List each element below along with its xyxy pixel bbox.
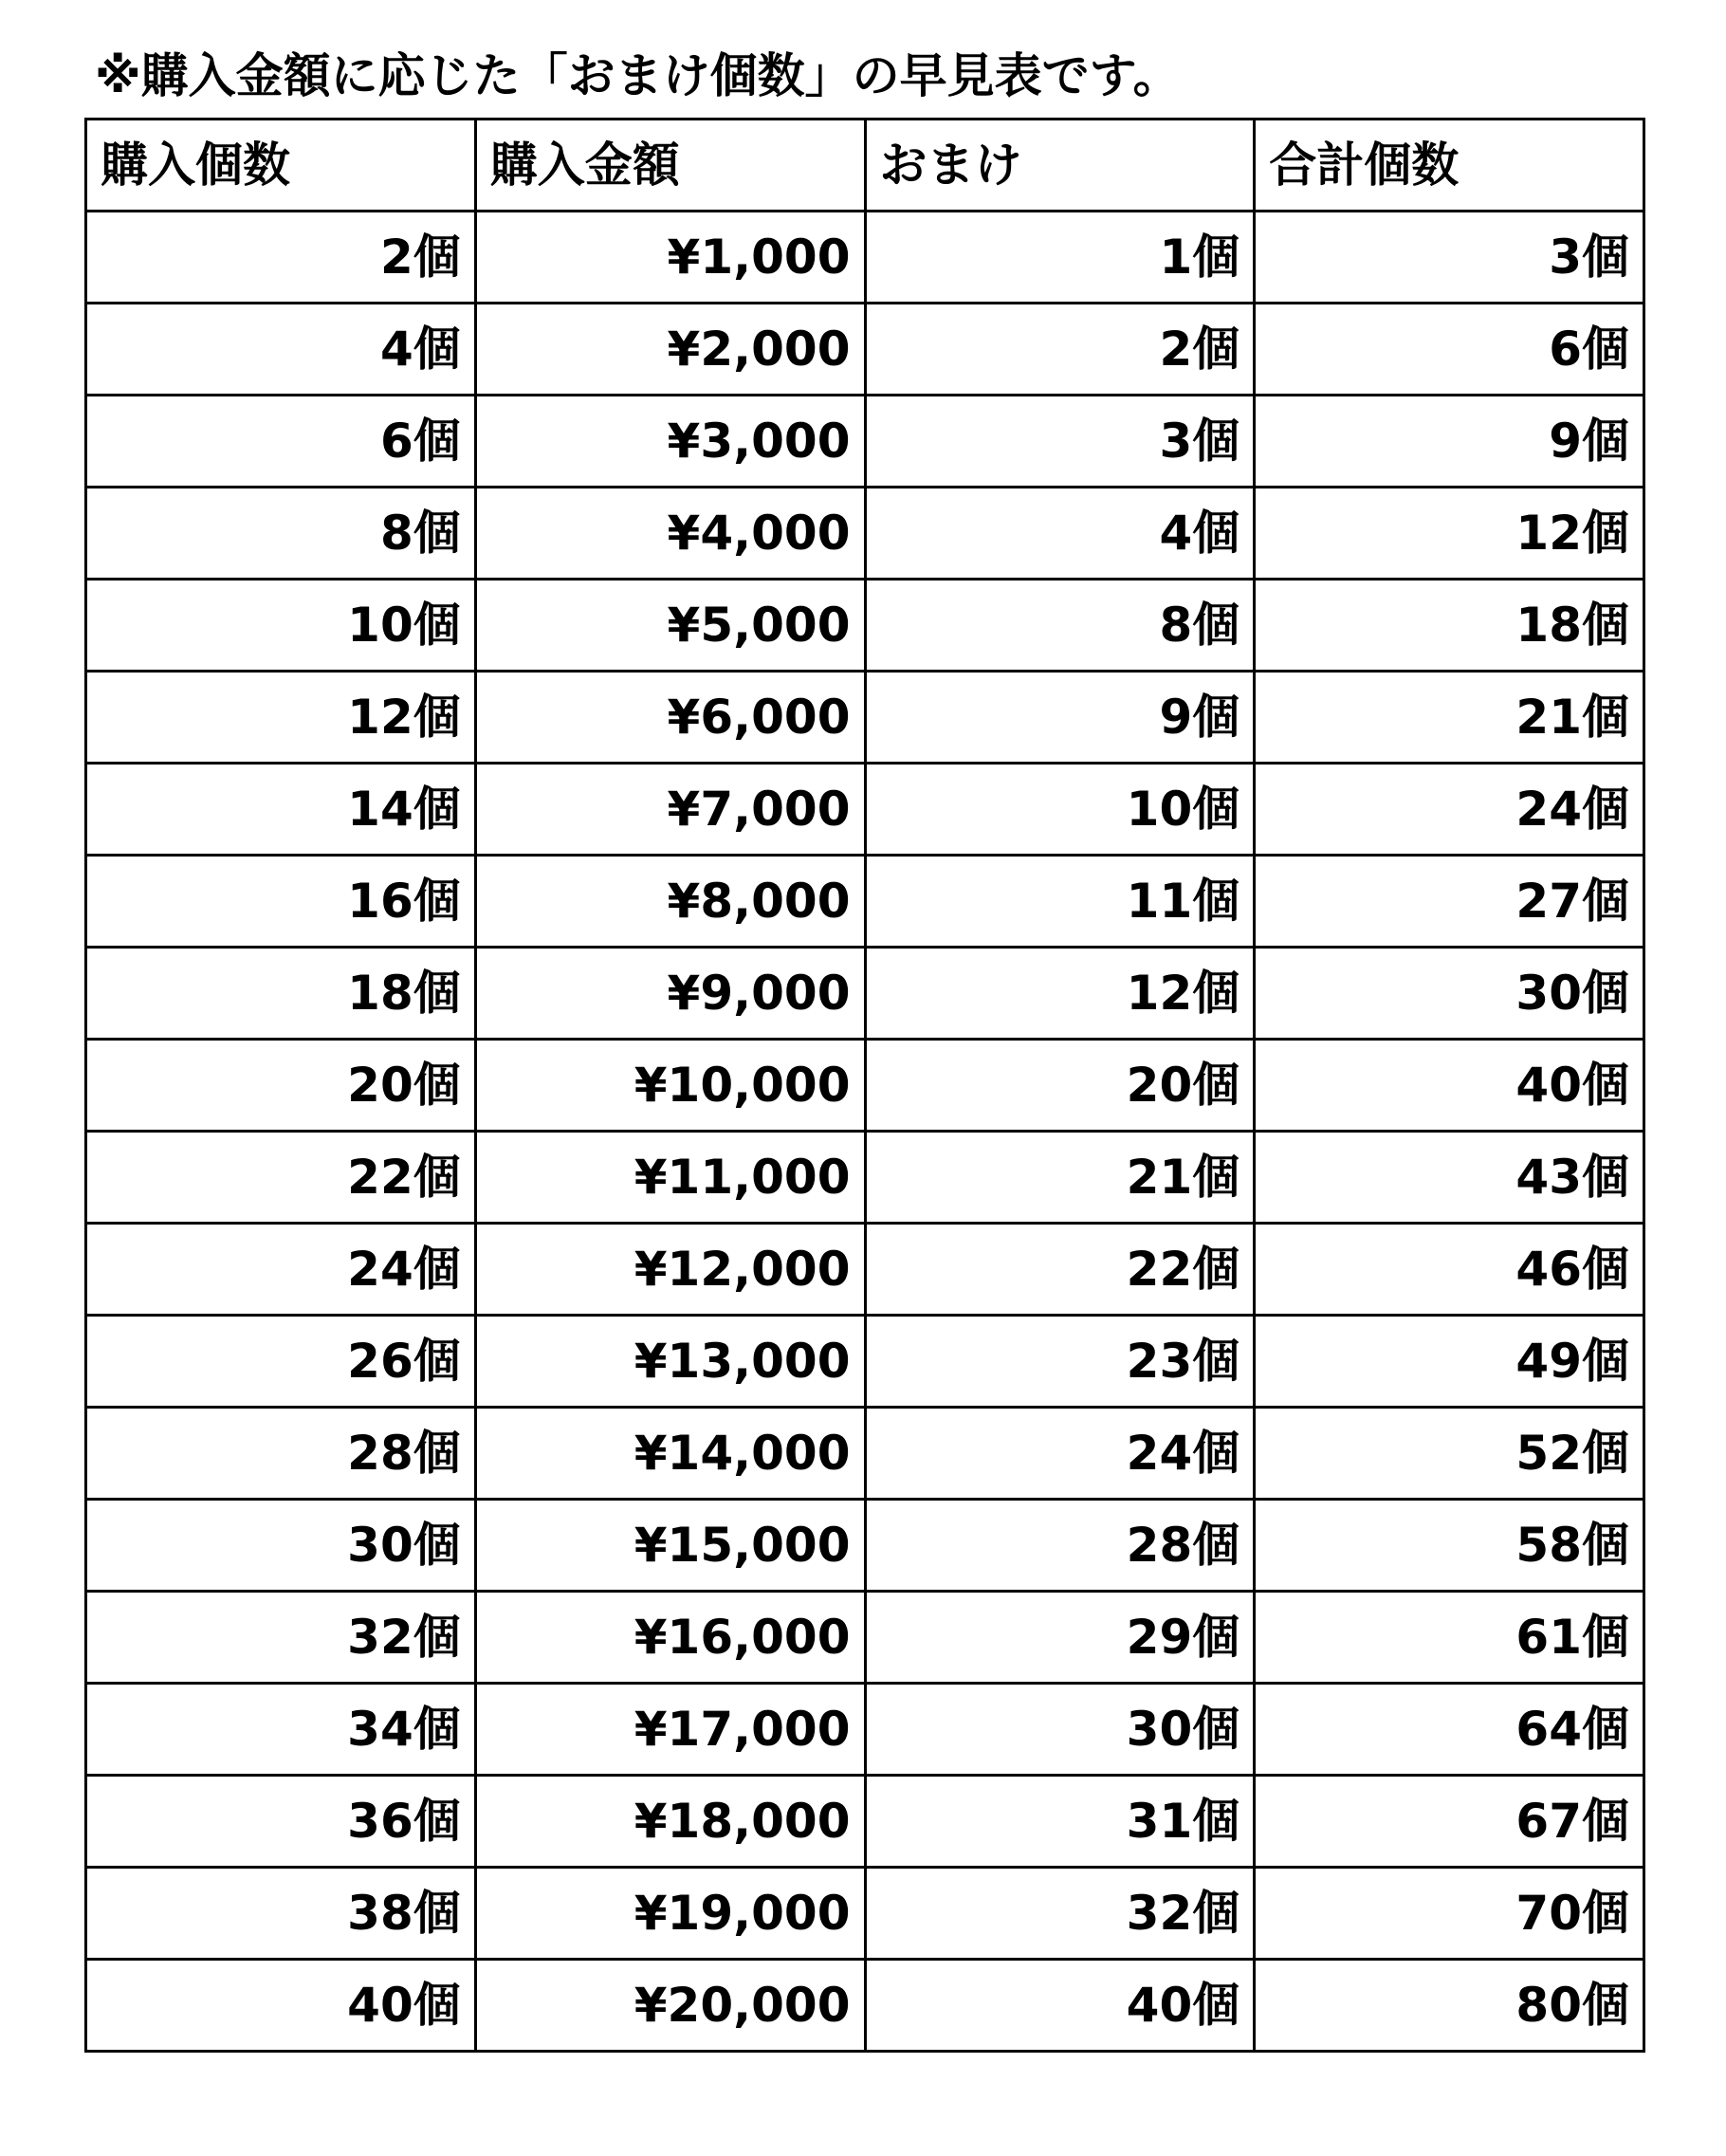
cell-total-quantity: 70個	[1255, 1868, 1644, 1960]
cell-purchase-quantity: 10個	[86, 580, 476, 672]
table-row	[86, 1500, 1644, 1592]
table-row	[86, 212, 1644, 304]
table-row	[86, 1868, 1644, 1960]
cell-total-quantity: 30個	[1255, 948, 1644, 1040]
cell-purchase-amount: ¥12,000	[475, 1224, 865, 1316]
cell-bonus: 11個	[865, 856, 1255, 948]
header-purchase-amount: 購入金額	[475, 120, 865, 212]
table-row	[86, 1316, 1644, 1408]
cell-total-quantity: 49個	[1255, 1316, 1644, 1408]
cell-purchase-quantity: 24個	[86, 1224, 476, 1316]
cell-bonus: 8個	[865, 580, 1255, 672]
cell-purchase-amount: ¥18,000	[475, 1776, 865, 1868]
cell-total-quantity: 61個	[1255, 1592, 1644, 1684]
cell-total-quantity: 24個	[1255, 764, 1644, 856]
header-total-quantity: 合計個数	[1255, 120, 1644, 212]
table-row	[86, 764, 1644, 856]
cell-purchase-quantity: 26個	[86, 1316, 476, 1408]
cell-purchase-quantity: 36個	[86, 1776, 476, 1868]
cell-total-quantity: 12個	[1255, 488, 1644, 580]
cell-purchase-quantity: 40個	[86, 1960, 476, 2052]
cell-total-quantity: 40個	[1255, 1040, 1644, 1132]
cell-purchase-quantity: 4個	[86, 304, 476, 396]
header-bonus: おまけ	[865, 120, 1255, 212]
cell-purchase-quantity: 8個	[86, 488, 476, 580]
cell-bonus: 2個	[865, 304, 1255, 396]
cell-total-quantity: 80個	[1255, 1960, 1644, 2052]
cell-bonus: 9個	[865, 672, 1255, 764]
cell-purchase-amount: ¥17,000	[475, 1684, 865, 1776]
table-body	[86, 212, 1644, 2052]
cell-total-quantity: 58個	[1255, 1500, 1644, 1592]
cell-bonus: 30個	[865, 1684, 1255, 1776]
cell-purchase-amount: ¥9,000	[475, 948, 865, 1040]
cell-bonus: 22個	[865, 1224, 1255, 1316]
cell-bonus: 24個	[865, 1408, 1255, 1500]
cell-purchase-quantity: 38個	[86, 1868, 476, 1960]
table-row	[86, 1776, 1644, 1868]
cell-purchase-quantity: 6個	[86, 396, 476, 488]
cell-purchase-quantity: 18個	[86, 948, 476, 1040]
cell-purchase-quantity: 2個	[86, 212, 476, 304]
cell-bonus: 40個	[865, 1960, 1255, 2052]
cell-total-quantity: 21個	[1255, 672, 1644, 764]
cell-bonus: 12個	[865, 948, 1255, 1040]
cell-purchase-quantity: 22個	[86, 1132, 476, 1224]
cell-bonus: 32個	[865, 1868, 1255, 1960]
cell-purchase-amount: ¥8,000	[475, 856, 865, 948]
cell-total-quantity: 18個	[1255, 580, 1644, 672]
cell-purchase-amount: ¥1,000	[475, 212, 865, 304]
cell-purchase-amount: ¥19,000	[475, 1868, 865, 1960]
table-row	[86, 672, 1644, 764]
table-row	[86, 488, 1644, 580]
cell-bonus: 10個	[865, 764, 1255, 856]
bonus-quick-reference-table	[84, 118, 1645, 2053]
cell-purchase-amount: ¥14,000	[475, 1408, 865, 1500]
table-row	[86, 1592, 1644, 1684]
cell-purchase-amount: ¥15,000	[475, 1500, 865, 1592]
page-title: ※購入金額に応じた「おまけ個数」の早見表です。	[95, 48, 1181, 103]
cell-purchase-quantity: 12個	[86, 672, 476, 764]
cell-bonus: 3個	[865, 396, 1255, 488]
table-row	[86, 1960, 1644, 2052]
table-row	[86, 1224, 1644, 1316]
header-purchase-quantity: 購入個数	[86, 120, 476, 212]
cell-purchase-amount: ¥7,000	[475, 764, 865, 856]
cell-total-quantity: 9個	[1255, 396, 1644, 488]
cell-purchase-quantity: 30個	[86, 1500, 476, 1592]
table-row	[86, 1040, 1644, 1132]
cell-purchase-amount: ¥5,000	[475, 580, 865, 672]
cell-total-quantity: 64個	[1255, 1684, 1644, 1776]
cell-purchase-amount: ¥20,000	[475, 1960, 865, 2052]
cell-purchase-quantity: 28個	[86, 1408, 476, 1500]
cell-total-quantity: 43個	[1255, 1132, 1644, 1224]
cell-purchase-quantity: 14個	[86, 764, 476, 856]
cell-purchase-amount: ¥3,000	[475, 396, 865, 488]
table-row	[86, 580, 1644, 672]
table-row	[86, 856, 1644, 948]
cell-bonus: 4個	[865, 488, 1255, 580]
cell-total-quantity: 52個	[1255, 1408, 1644, 1500]
cell-purchase-amount: ¥13,000	[475, 1316, 865, 1408]
cell-bonus: 1個	[865, 212, 1255, 304]
cell-bonus: 20個	[865, 1040, 1255, 1132]
cell-bonus: 23個	[865, 1316, 1255, 1408]
cell-purchase-quantity: 34個	[86, 1684, 476, 1776]
cell-bonus: 21個	[865, 1132, 1255, 1224]
table-row	[86, 304, 1644, 396]
cell-total-quantity: 46個	[1255, 1224, 1644, 1316]
cell-total-quantity: 27個	[1255, 856, 1644, 948]
table-row	[86, 1408, 1644, 1500]
cell-bonus: 28個	[865, 1500, 1255, 1592]
cell-purchase-amount: ¥16,000	[475, 1592, 865, 1684]
cell-bonus: 29個	[865, 1592, 1255, 1684]
cell-purchase-amount: ¥4,000	[475, 488, 865, 580]
cell-bonus: 31個	[865, 1776, 1255, 1868]
table-row	[86, 948, 1644, 1040]
cell-purchase-quantity: 20個	[86, 1040, 476, 1132]
table-header-row	[86, 120, 1644, 212]
cell-purchase-amount: ¥2,000	[475, 304, 865, 396]
cell-total-quantity: 3個	[1255, 212, 1644, 304]
cell-purchase-quantity: 16個	[86, 856, 476, 948]
table-row	[86, 1684, 1644, 1776]
cell-purchase-amount: ¥10,000	[475, 1040, 865, 1132]
cell-purchase-amount: ¥6,000	[475, 672, 865, 764]
table-row	[86, 396, 1644, 488]
cell-purchase-amount: ¥11,000	[475, 1132, 865, 1224]
table-row	[86, 1132, 1644, 1224]
cell-total-quantity: 6個	[1255, 304, 1644, 396]
cell-total-quantity: 67個	[1255, 1776, 1644, 1868]
cell-purchase-quantity: 32個	[86, 1592, 476, 1684]
